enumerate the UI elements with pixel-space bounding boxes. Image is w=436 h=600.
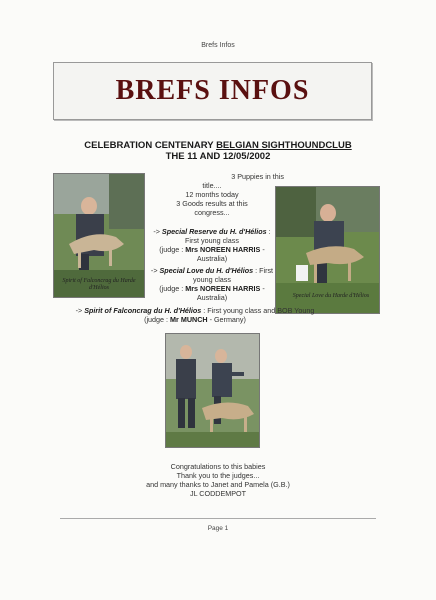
result-2-dog-name: Special Love du H. d'Hélios: [159, 266, 254, 275]
result-1-dog-name: Special Reserve du H. d'Hélios: [161, 227, 267, 236]
running-header: Brefs Infos: [201, 42, 235, 49]
result-2-prefix: ->: [150, 266, 160, 275]
intro-text-body: [150, 181, 274, 217]
photo-bottom: [165, 333, 260, 448]
result-3: [65, 306, 325, 324]
intro-line-4: 3 Goods results at this: [176, 199, 248, 208]
closing-line-3: and many thanks to Janet and Pamela (G.B.): [146, 480, 290, 489]
result-3-prefix: ->: [75, 306, 85, 315]
banner-title: BREFS INFOS: [115, 75, 310, 106]
photo-left-caption: Spirit of Falconcrag du Harde d'Hélios: [62, 278, 136, 291]
event-headline: [40, 140, 396, 162]
result-3-dog-name: Spirit of Falconcrag du H. d'Hélios: [84, 306, 202, 315]
closing-text: [90, 462, 346, 498]
page-footer: Page 1: [207, 525, 229, 532]
photo-right: [275, 186, 380, 314]
intro-line-5: congress...: [194, 208, 230, 217]
result-3-award: : First young class and BOB Young (judge :: [144, 306, 315, 324]
result-1-judge-suffix: - Australia): [196, 245, 265, 263]
result-2-judge-suffix: - Australia): [196, 284, 265, 302]
result-2-judge-name: Mrs NOREEN HARRIS: [185, 284, 261, 293]
photo-left: [53, 173, 145, 298]
result-3-judge-name: Mr MUNCH: [170, 315, 208, 324]
result-1-judge-prefix: (judge :: [159, 245, 186, 254]
closing-line-2: Thank you to the judges...: [176, 471, 260, 480]
result-2: [144, 266, 280, 302]
result-1: [150, 227, 274, 263]
photo-bottom-image: [166, 334, 259, 447]
photo-right-caption: Special Love du Harde d'Hélios: [292, 293, 370, 299]
result-2-judge-prefix: (judge :: [159, 284, 186, 293]
result-1-award: : First young class: [185, 227, 271, 245]
intro-line-3: 12 months today: [185, 190, 239, 199]
footer-rule: [60, 518, 376, 519]
intro-line-2: title....: [202, 181, 222, 190]
closing-line-1: Congratulations to this babies: [170, 462, 266, 471]
headline-line-2: THE 11 AND 12/05/2002: [165, 151, 271, 162]
result-3-judge-suffix: - Germany): [207, 315, 246, 324]
headline-prefix: CELEBRATION CENTENARY: [84, 140, 217, 151]
headline-underlined: BELGIAN SIGHTHOUNDCLUB: [216, 140, 352, 151]
result-2-award: : First young class: [193, 266, 274, 284]
result-1-prefix: ->: [153, 227, 162, 236]
result-1-judge-name: Mrs NOREEN HARRIS: [185, 245, 261, 254]
closing-signature: JL CODDEMPOT: [189, 489, 247, 498]
intro-line-1: 3 Puppies in this: [231, 172, 284, 181]
headline-line-1: [40, 140, 396, 151]
intro-text: [168, 172, 298, 181]
title-banner: [53, 62, 372, 120]
